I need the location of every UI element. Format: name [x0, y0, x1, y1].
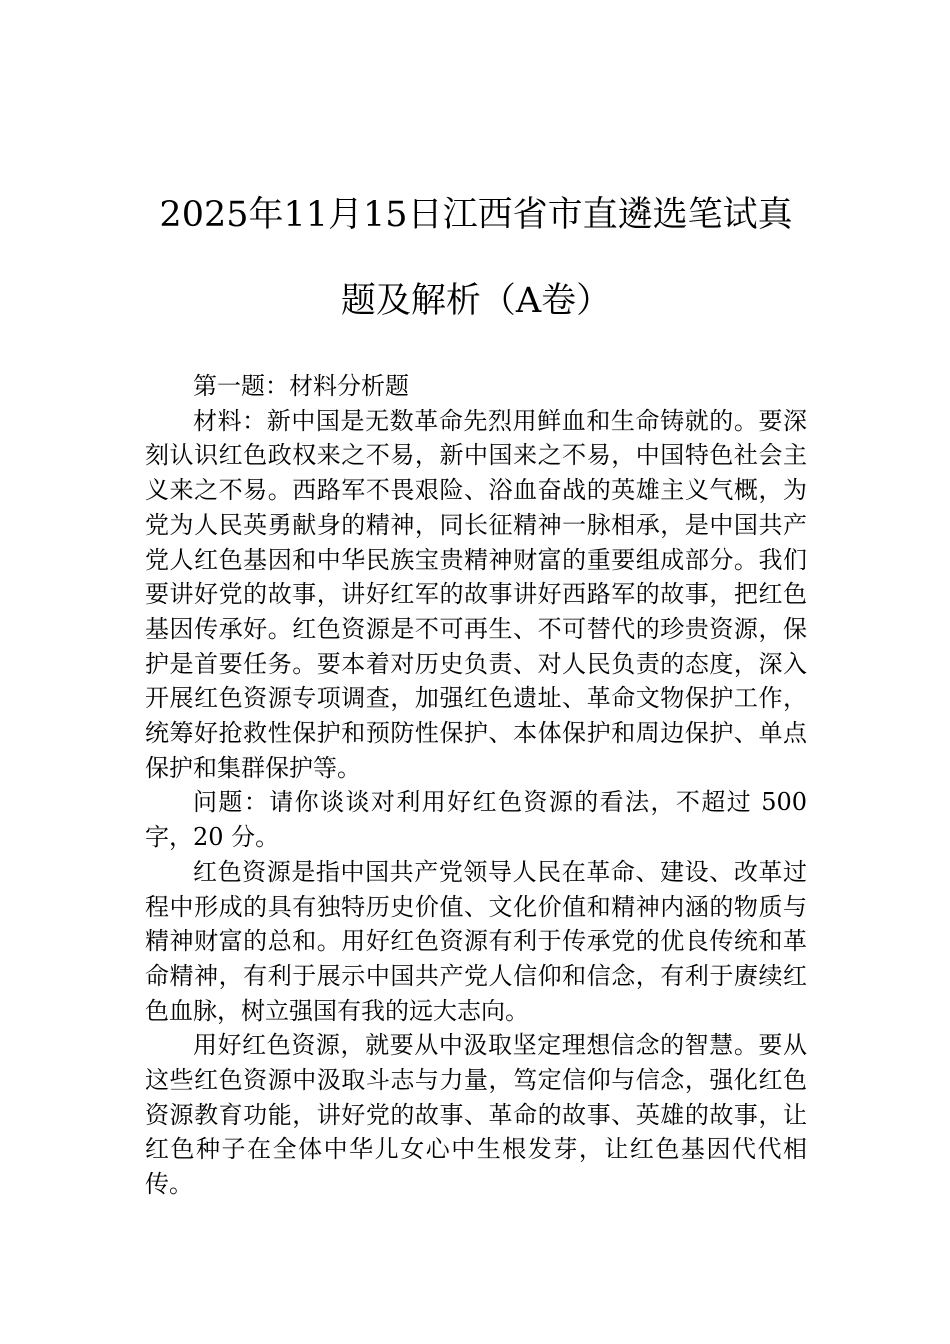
paragraph-answer-2: 用好红色资源，就要从中汲取坚定理想信念的智慧。要从这些红色资源中汲取斗志与力量，笃定信仰与信念，强化红色资源教育功能，讲好党的故事、革命的故事、英雄的故事，让红色种子在全体中华儿女心中生根发芽，让红色基因代代相传。: [145, 1031, 807, 1199]
section-heading: 第一题：材料分析题: [193, 372, 409, 400]
document-content: [145, 369, 807, 1202]
document-body: [145, 0, 807, 1202]
paragraph-material: 材料：新中国是无数革命先烈用鲜血和生命铸就的。要深刻认识红色政权来之不易，新中国来之不易，中国特色社会主义来之不易。西路军不畏艰险、浴血奋战的英雄主义气概，为党为人民英勇献身的精神，同长征精神一脉相承，是中国共产党人红色基因和中华民族宝贵精神财富的重要组成部分。我们要讲好党的故事，讲好红军的故事讲好西路军的故事，把红色基因传承好。红色资源是不可再生、不可替代的珍贵资源，保护是首要任务。要本着对历史负责、对人民负责的态度，深入开展红色资源专项调查，加强红色遗址、革命文物保护工作，统筹好抢救性保护和预防性保护、本体保护和周边保护、单点保护和集群保护等。: [145, 406, 807, 782]
title-line-1: 2025年11月15日江西省市直遴选笔试真: [159, 195, 793, 235]
paragraph-question: 问题：请你谈谈对利用好红色资源的看法，不超过 500 字，20 分。: [145, 788, 807, 852]
paragraph-answer-1: 红色资源是指中国共产党领导人民在革命、建设、改革过程中形成的具有独特历史价值、文化价值和精神内涵的物质与精神财富的总和。用好红色资源有利于传承党的优良传统和革命精神，有利于展示中国共产党人信仰和信念，有利于赓续红色血脉，树立强国有我的远大志向。: [145, 857, 807, 1025]
title-line-2: 题及解析（A卷）: [340, 281, 612, 321]
document-title: [145, 0, 807, 344]
